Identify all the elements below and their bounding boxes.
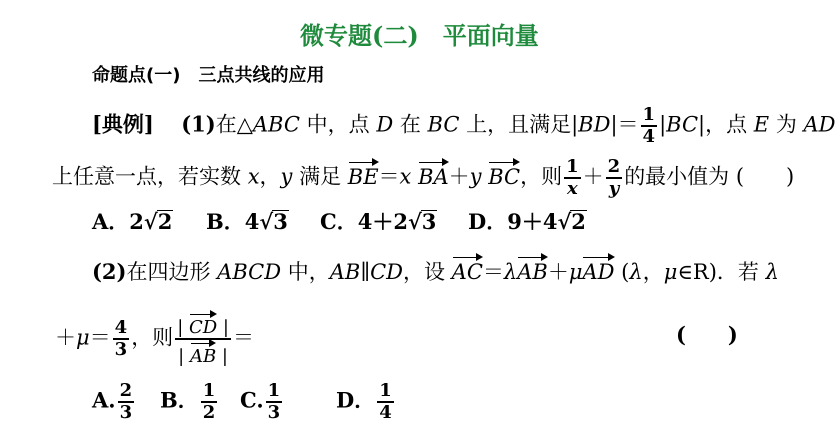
var-mu: μ [568, 260, 583, 284]
denominator: 3 [267, 402, 281, 423]
var-y: y [469, 164, 482, 189]
denominator: x [567, 178, 578, 199]
text: ＝ [378, 164, 400, 189]
problem1-line1 [92, 106, 836, 146]
segment-cd: CD [370, 260, 403, 284]
problem2-option-a [92, 382, 136, 422]
vector-be: BE [348, 160, 379, 188]
denominator: | AB | [175, 340, 231, 366]
var-lambda: λ [629, 260, 643, 284]
option-fraction [377, 382, 394, 422]
option-value: 9＋4 [507, 209, 558, 234]
denominator: y [608, 178, 620, 199]
var-mu: μ [76, 325, 90, 350]
text: ＝ [482, 260, 504, 284]
fraction-2-over-y [606, 158, 623, 198]
point-e: E [753, 112, 770, 137]
text: ，则 [131, 325, 174, 350]
var-x: x [399, 164, 412, 189]
problem2-line2 [55, 312, 254, 366]
option-label: C. [240, 387, 264, 413]
text: ∈R)．若 [677, 260, 766, 284]
text: 在四边形 [126, 260, 218, 284]
numerator: 1 [379, 380, 392, 401]
text: ＋ [547, 260, 569, 284]
section-heading: 命题点(一) 三点共线的应用 [92, 65, 325, 86]
text: ＋ [55, 325, 76, 350]
problem2-option-c [240, 382, 284, 422]
option-fraction [201, 382, 218, 422]
vector-ba: BA [418, 160, 449, 188]
segment-bc: BC [427, 112, 460, 137]
text: ， [642, 260, 664, 284]
option-label: D． [336, 387, 376, 413]
segment-bd: BD [578, 112, 611, 137]
text: ＝ [89, 325, 111, 350]
quadrilateral-name: ABCD [217, 260, 282, 284]
numerator: 1 [566, 156, 579, 177]
text: 中，点 [299, 112, 377, 137]
option-fraction [118, 382, 135, 422]
option-label: A． [92, 209, 130, 234]
var-lambda: λ [503, 260, 518, 284]
page-title: 微专题(二) 平面向量 [300, 21, 539, 50]
var-y: y [280, 164, 293, 189]
text: ， [259, 164, 281, 189]
numerator: 1 [642, 104, 656, 125]
option-label: D． [468, 209, 508, 234]
problem1-option-c: C．4＋2√3 [320, 209, 437, 234]
triangle-name: ABC [252, 112, 300, 137]
numerator: 4 [114, 317, 128, 338]
radicand: 3 [273, 209, 288, 234]
option-value: 2 [129, 209, 144, 234]
problem1-number: (1) [181, 111, 216, 137]
denominator: 4 [642, 126, 656, 147]
option-value: 4 [244, 209, 260, 234]
text: 为 [769, 112, 804, 137]
option-label: B． [206, 209, 245, 234]
problem2-number: (2) [92, 259, 127, 284]
var-mu: μ [663, 260, 678, 284]
vector-ac: AC [452, 255, 483, 283]
problem1-line2 [52, 158, 794, 198]
segment-ad: AD [803, 112, 836, 137]
denominator: 3 [119, 402, 133, 423]
vector-ab: AB [190, 341, 216, 366]
answer-paren: ( ) [676, 322, 738, 347]
example-tag: [典例] [92, 111, 154, 137]
point-d: D [376, 112, 394, 137]
text: | [659, 112, 667, 137]
text: 在 [393, 112, 428, 137]
numerator: 2 [119, 380, 133, 401]
vector-bc: BC [488, 160, 520, 188]
text: 在△ [215, 112, 253, 137]
option-fraction [266, 382, 283, 422]
numerator: 1 [267, 380, 281, 401]
text: ＋ [448, 164, 470, 189]
text: 满足 [292, 164, 348, 189]
problem1-option-b: B．4√3 [206, 209, 288, 234]
problem1-option-a: A．2√2 [92, 209, 173, 234]
vector-cd: CD [189, 312, 217, 337]
radicand: 2 [571, 209, 586, 234]
var-lambda: λ [765, 260, 779, 284]
option-label: A. [92, 387, 116, 413]
text: 上任意一点，若实数 [52, 164, 248, 189]
fraction-vector-ratio [175, 312, 231, 366]
text: |，点 [698, 112, 754, 137]
numerator: 1 [202, 380, 216, 401]
problem2-option-b [160, 382, 219, 422]
text: ∥ [360, 260, 371, 284]
numerator: 2 [607, 156, 621, 177]
var-x: x [247, 164, 260, 189]
numerator: | CD | [175, 312, 231, 340]
vector-ad: AD [582, 255, 614, 283]
text: 中， [281, 260, 330, 284]
vector-ab: AB [517, 255, 548, 283]
segment-ab: AB [329, 260, 361, 284]
radicand: 3 [421, 209, 437, 234]
denominator: 2 [202, 402, 216, 423]
option-label: B． [160, 387, 199, 413]
segment-bc: BC [666, 112, 699, 137]
text: ＋ [582, 164, 604, 189]
text: ＝ [233, 325, 254, 350]
text: 的最小值为 ( ) [624, 164, 795, 189]
denominator: 3 [114, 339, 128, 360]
fraction-four-thirds [113, 319, 130, 359]
text: 上，且满足| [459, 112, 579, 137]
text: ，则 [520, 164, 563, 189]
denominator: 4 [379, 402, 392, 423]
text: ( [614, 260, 630, 284]
text: |＝ [610, 112, 639, 137]
fraction-one-quarter [641, 106, 658, 146]
option-label: C． [320, 209, 358, 234]
problem2-option-d [336, 382, 396, 422]
fraction-1-over-x [564, 158, 581, 198]
option-value: 4＋2 [357, 209, 408, 234]
text: ，设 [402, 260, 452, 284]
problem1-option-d: D．9＋4√2 [468, 209, 586, 234]
problem2-line1 [92, 255, 779, 283]
radicand: 2 [157, 209, 173, 234]
